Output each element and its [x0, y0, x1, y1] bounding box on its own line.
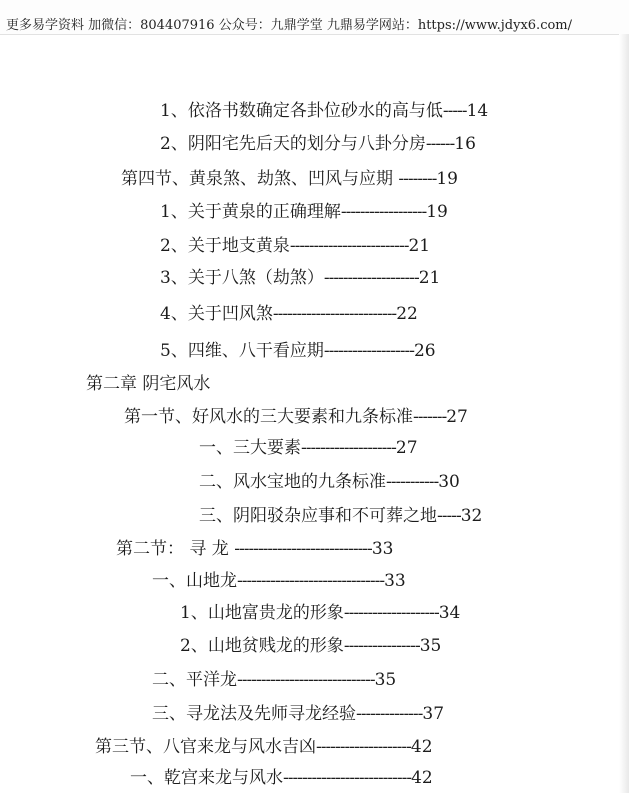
toc-section-entry [124, 407, 468, 427]
toc-entry [160, 268, 440, 288]
toc-entry [199, 438, 418, 458]
toc-entry-title: 1、关于黄泉的正确理解 [160, 202, 341, 222]
toc-entry-title: 三、阴阳驳杂应事和不可葬之地 [199, 506, 437, 526]
toc-entry-leader: -------------------- [323, 268, 419, 288]
toc-entry-leader: -------------------- [316, 737, 411, 757]
toc-entry-title: 二、平洋龙 [152, 670, 237, 690]
toc-entry-leader: ------------------------------- [237, 571, 385, 591]
toc-entry-leader: ----- [442, 101, 467, 121]
toc-entry-leader: ----------- [386, 472, 439, 492]
toc-entry [160, 101, 488, 121]
toc-entry-leader: ------------------ [340, 202, 427, 222]
page-edge-shadow [619, 34, 629, 793]
toc-entry-title: 2、山地贫贱龙的形象 [180, 636, 344, 656]
toc-entry-leader: ---------------- [343, 636, 420, 656]
toc-entry-title: 第三节、八官来龙与风水吉凶 [95, 737, 316, 757]
toc-entry-leader: ------------------------- [289, 236, 409, 256]
toc-entry [199, 506, 482, 526]
toc-entry-leader: ----- [437, 506, 461, 526]
toc-entry-page: 19 [436, 169, 458, 189]
toc-entry [160, 202, 448, 222]
toc-entry-title: 1、依洛书数确定各卦位砂水的高与低 [160, 101, 443, 121]
toc-entry-title: 1、山地富贵龙的形象 [180, 603, 344, 623]
toc-entry-leader: -------------------- [301, 438, 396, 458]
toc-entry-leader: ----------------------------- [237, 670, 375, 690]
toc-entry-page: 30 [438, 472, 460, 492]
toc-entry [130, 768, 433, 788]
toc-entry-leader: --------------------------- [283, 768, 412, 788]
toc-entry-title: 3、关于八煞（劫煞） [160, 268, 324, 288]
toc-entry-leader: -------------------------- [272, 304, 397, 324]
toc-entry-title: 第四节、黄泉煞、劫煞、凹风与应期 [121, 169, 399, 189]
toc-entry [180, 636, 441, 656]
page-header-banner [0, 0, 629, 35]
toc-entry [152, 571, 406, 591]
toc-entry-page: 14 [466, 101, 489, 121]
toc-entry-leader: ------- [413, 407, 447, 427]
toc-entry-leader: ----------------------------- [234, 539, 372, 559]
toc-entry-page: 32 [460, 506, 483, 526]
toc-entry-leader: ------ [425, 134, 455, 154]
toc-entry-page: 16 [454, 134, 476, 154]
toc-section-entry [121, 169, 458, 189]
toc-entry [160, 341, 436, 361]
toc-entry-page: 42 [410, 737, 433, 757]
toc-entry-page: 26 [413, 341, 436, 361]
toc-entry [160, 304, 418, 324]
toc-entry-page: 21 [418, 268, 441, 288]
toc-entry-title: 一、乾宫来龙与风水 [130, 768, 283, 788]
toc-entry-page: 27 [395, 438, 418, 458]
toc-section-entry [95, 737, 433, 757]
toc-entry-title: 2、关于地支黄泉 [160, 236, 290, 256]
toc-entry-page: 35 [374, 670, 397, 690]
toc-entry-page: 22 [396, 304, 418, 324]
toc-entry-leader: ------------------- [323, 341, 414, 361]
toc-entry-title: 二、风水宝地的九条标准 [199, 472, 386, 492]
toc-entry-leader: -------- [398, 169, 437, 189]
toc-entry [160, 134, 476, 154]
toc-entry-title: 一、三大要素 [199, 438, 301, 458]
toc-entry-page: 27 [446, 407, 468, 427]
toc-entry-title: 第一节、好风水的三大要素和九条标准 [124, 407, 413, 427]
toc-entry-title: 2、阴阳宅先后天的划分与八卦分房 [160, 134, 426, 154]
toc-entry-title: 一、山地龙 [152, 571, 237, 591]
toc-entry-page: 34 [438, 603, 461, 623]
header-text: 更多易学资料 加微信：804407916 公众号：九鼎学堂 九鼎易学网站：https://www.jdyx6.com/ [6, 18, 573, 33]
toc-entry-page: 33 [371, 539, 394, 559]
toc-entry-page: 37 [422, 704, 445, 724]
toc-entry-page: 42 [411, 768, 433, 788]
toc-entry [160, 236, 430, 256]
toc-entry [199, 472, 460, 492]
toc-entry-page: 33 [384, 571, 406, 591]
toc-entry-leader: -------------------- [343, 603, 439, 623]
toc-chapter-heading: 第二章 阴宅风水 [86, 374, 211, 394]
toc-section-entry [116, 539, 393, 559]
toc-entry-title: 第二节： 寻 龙 [116, 539, 235, 559]
toc-entry [152, 670, 396, 690]
toc-entry-page: 21 [408, 236, 431, 256]
toc-entry [152, 704, 444, 724]
toc-entry-leader: -------------- [356, 704, 423, 724]
toc-entry-page: 35 [419, 636, 442, 656]
toc-entry-title: 5、四维、八干看应期 [160, 341, 324, 361]
toc-entry-title: 4、关于凹风煞 [160, 304, 273, 324]
toc-entry-title: 三、寻龙法及先师寻龙经验 [152, 704, 356, 724]
toc-entry-page: 19 [426, 202, 448, 222]
toc-entry [180, 603, 460, 623]
